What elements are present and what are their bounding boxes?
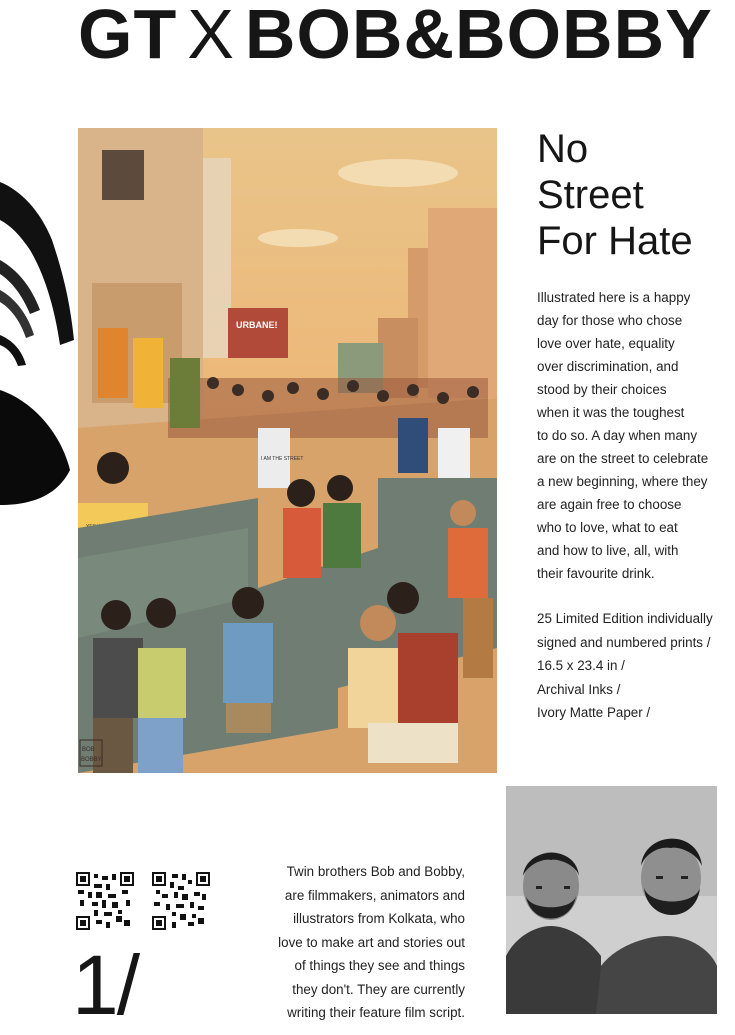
title-line: No xyxy=(537,127,589,171)
qr-code-icon[interactable] xyxy=(76,872,134,930)
billboard-text: URBANE! xyxy=(236,320,278,330)
brand-bob-bobby: BOB&BOBBY xyxy=(244,0,713,73)
description-line: and how to live, all, with xyxy=(537,543,679,558)
description-line: when it was the toughest xyxy=(537,405,685,420)
title-line: Street xyxy=(537,173,644,217)
bio-line: writing their feature film script. xyxy=(287,1005,465,1020)
description-line: are on the street to celebrate xyxy=(537,451,709,466)
bio-line: Twin brothers Bob and Bobby, xyxy=(286,864,465,879)
artists-photo xyxy=(506,786,717,1014)
brand-gt: GT xyxy=(78,0,178,73)
description-line: to do so. A day when many xyxy=(537,428,698,443)
title-line: For Hate xyxy=(537,219,693,263)
spec-line: 25 Limited Edition individually xyxy=(537,611,713,626)
description-line: who to love, what to eat xyxy=(537,520,678,535)
description-line: a new beginning, where they xyxy=(537,474,708,489)
artwork-description xyxy=(537,286,735,585)
bio-line: are filmmakers, animators and xyxy=(284,887,465,903)
brand-separator: X xyxy=(187,0,235,73)
spec-line: Archival Inks / xyxy=(537,681,621,697)
signature-bobby: BOBBY xyxy=(81,757,102,763)
decorative-edge-graphic xyxy=(0,170,80,510)
signature-bob: BOB xyxy=(82,747,95,753)
spec-line: Ivory Matte Paper / xyxy=(537,705,651,720)
artists-bio xyxy=(240,860,465,1025)
spec-line: signed and numbered prints / xyxy=(537,634,711,650)
description-line: love over hate, equality xyxy=(537,336,675,351)
print-specifications xyxy=(537,607,735,725)
no-street-for-hate-illustration xyxy=(78,128,497,773)
description-line: over discrimination, and xyxy=(537,359,679,374)
artwork-title xyxy=(537,126,735,264)
description-line: stood by their choices xyxy=(537,382,667,397)
bio-line: love to make art and stories out xyxy=(278,934,465,950)
page-number: 1/ xyxy=(72,938,139,1032)
description-line: Illustrated here is a happy xyxy=(537,290,691,305)
tshirt-text-street: I AM THE STREET xyxy=(261,456,304,462)
bio-line: of things they see and things xyxy=(294,958,465,973)
description-line: their favourite drink. xyxy=(537,566,655,581)
description-line: are again free to choose xyxy=(537,497,682,512)
bio-line: illustrators from Kolkata, who xyxy=(293,911,465,926)
description-line: day for those who chose xyxy=(537,313,683,328)
page-header xyxy=(78,0,735,74)
bio-line: they don't. They are currently xyxy=(292,981,465,997)
qr-code-icon[interactable] xyxy=(152,872,210,930)
spec-line: 16.5 x 23.4 in / xyxy=(537,658,625,673)
